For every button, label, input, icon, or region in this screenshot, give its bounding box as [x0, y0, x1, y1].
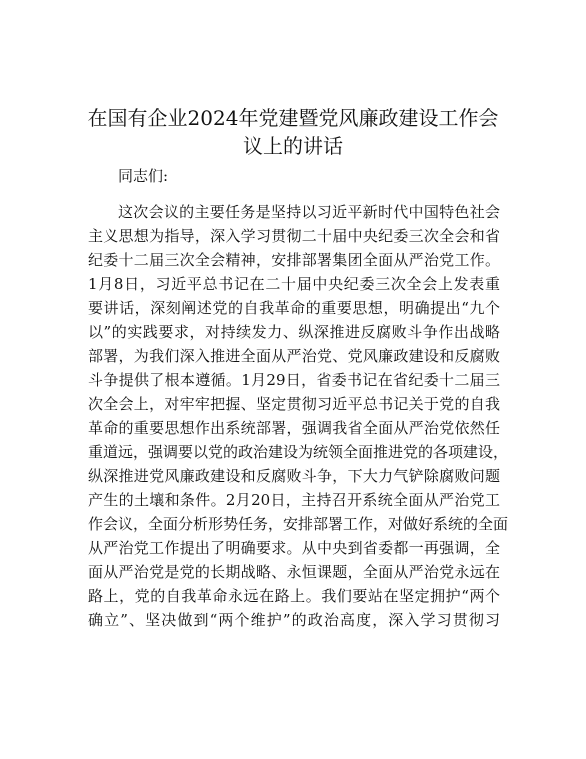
paragraph-line: 1月8日，习近平总书记在二十届中央纪委三次全会上发表重 — [88, 275, 500, 293]
paragraph-line: 路上，党的自我革命永远在路上。我们要站在坚定拥护“两个 — [88, 587, 500, 605]
document-title-line-1: 在国有企业2024年党建暨党风廉政建设工作会 — [87, 106, 499, 130]
paragraph-line: 纪委十二届三次全会精神，安排部署集团全面从严治党工作。 — [88, 251, 500, 269]
document-title-line-2: 议上的讲话 — [243, 134, 343, 158]
paragraph-line: 这次会议的主要任务是坚持以习近平新时代中国特色社会 — [118, 203, 500, 221]
paragraph-line: 产生的土壤和条件。2月20日，主持召开系统全面从严治党工 — [88, 491, 500, 509]
salutation: 同志们: — [118, 167, 169, 185]
paragraph-line: 以”的实践要求，对持续发力、纵深推进反腐败斗争作出战略 — [88, 323, 500, 341]
paragraph-line: 确立”、坚决做到“两个维护”的政治高度，深入学习贯彻习 — [88, 611, 500, 629]
paragraph-line: 纵深推进党风廉政建设和反腐败斗争，下大力气铲除腐败问题 — [88, 467, 500, 485]
paragraph-line: 作会议，全面分析形势任务，安排部署工作，对做好系统的全面 — [88, 515, 509, 533]
paragraph-line: 要讲话，深刻阐述党的自我革命的重要思想，明确提出“九个 — [88, 299, 500, 317]
paragraph-line: 重道远，强调要以党的政治建设为统领全面推进党的各项建设， — [88, 443, 509, 461]
paragraph-line: 斗争提供了根本遵循。1月29日，省委书记在省纪委十二届三 — [88, 371, 500, 389]
paragraph-line: 部署，为我们深入推进全面从严治党、党风廉政建设和反腐败 — [88, 347, 500, 365]
paragraph-line: 从严治党工作提出了明确要求。从中央到省委都一再强调，全 — [88, 539, 500, 557]
paragraph-line: 次全会上，对牢牢把握、坚定贯彻习近平总书记关于党的自我 — [88, 395, 500, 413]
paragraph-line: 主义思想为指导，深入学习贯彻二十届中央纪委三次全会和省 — [88, 227, 500, 245]
paragraph-line: 革命的重要思想作出系统部署，强调我省全面从严治党依然任 — [88, 419, 500, 437]
paragraph-line: 面从严治党是党的长期战略、永恒课题，全面从严治党永远在 — [88, 563, 500, 581]
